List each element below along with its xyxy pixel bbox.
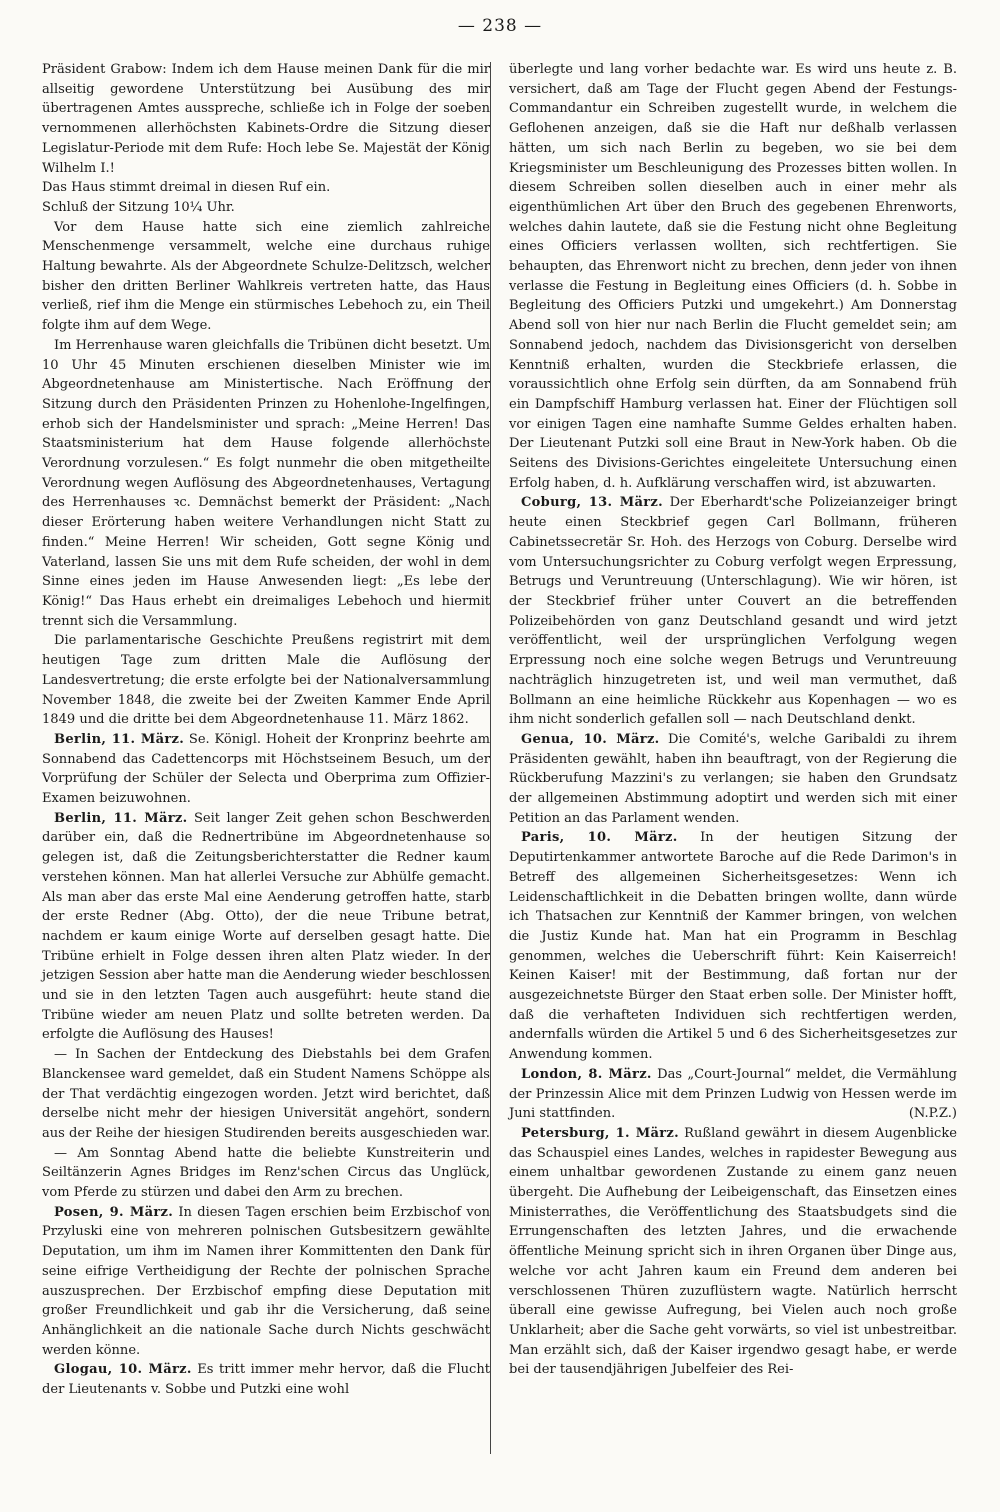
dateline: Paris, 10. März.: [521, 830, 678, 846]
news-item: [509, 493, 957, 729]
item-text: Der Eberhardt'sche Polizeianzeiger bringt heute einen Steckbrief gegen Carl Bollmann, früheren Cabinetssecretär Sr. Hoh. des Herzogs von Coburg. Derselbe wird vom Untersuchungsrichter zu Coburg verfolgt wegen Erpressung, Betrugs und Veruntreuung (Unterschlagung). Wie wir hören, ist der Steckbrief früher unter Couvert an die betreffenden Polizeibehörden von ganz Deutschland gesandt und wird jetzt veröffentlicht, weil der ursprünglichen Verfolgung wegen Erpressung noch eine solche wegen Betrugs und Veruntreuung nachträglich hinzugetreten ist, und weil man vermuthet, daß Bollmann an eine heimliche Rückkehr aus Kopenhagen — wo es ihm nicht sonderlich gefallen soll — nach Deutschland denkt.: [509, 495, 957, 728]
news-item: [42, 1203, 490, 1361]
news-item: [42, 1360, 490, 1399]
dateline: Berlin, 11. März.: [54, 731, 185, 747]
news-item: [509, 1065, 957, 1124]
item-text: In diesen Tagen erschien beim Erzbischof von Przyluski eine von mehreren polnischen Gutsbesitzern gewählte Deputation, um ihm im Namen ihrer Kommittenten den Dank für seine eifrige Vertheidigung der Rechte der polnischen Sprache auszusprechen. Der Erzbischof empfing diese Deputation mit großer Freundlichkeit und gab ihr die Versicherung, daß seine Anhänglichkeit an die nationale Sache durch Nichts geschwächt werden könne.: [42, 1204, 490, 1358]
news-item: [509, 730, 957, 829]
dateline: Glogau, 10. März.: [54, 1362, 192, 1378]
paragraph: überlegte und lang vorher bedachte war. Es wird uns heute z. B. versichert, daß am Tage der Flucht gegen Abend der Festungs-Commandantur ein Schreiben zugestellt wurde, in welchem die Geflohenen anzeigen, daß sie die Haft nur deßhalb verlassen hätten, um sich nach Berlin zu begeben, wo sie bei dem Kriegsminister um Beschleunigung des Prozesses bitten wollen. In diesem Schreiben sollen dieselben auch in einer mehr als eigenthümlichen Art über den Bruch des gegebenen Ehrenworts, welches dahin lautete, daß sie die Festung nicht ohne Begleitung eines Officiers verlassen wollten, sich rechtfertigen. Sie behaupten, das Ehrenwort nicht zu brechen, denn jeder von ihnen verlasse die Festung in Begleitung eines Officiers (d. h. Sobbe in Begleitung des Officiers Putzki und umgekehrt.) Am Donnerstag Abend soll von hier nur nach Berlin die Flucht gemeldet sein; am Sonnabend jedoch, nachdem das Divisionsgericht von derselben Kenntniß erhalten, wurden die Steckbriefe erlassen, die voraussichtlich ohne Erfolg sein dürften, da am Sonnabend früh ein Dampfschiff Hamburg verlassen hat. Einer der Flüchtigen soll vor einigen Tagen eine namhafte Summe Geldes erhalten haben. Der Lieutenant Putzki soll eine Braut in New-York haben. Ob die Seitens des Divisions-Gerichtes eingeleitete Untersuchung einen Erfolg haben, d. h. Aufklärung verschaffen wird, ist abzuwarten.: [509, 62, 957, 491]
paragraph: Im Herrenhause waren gleichfalls die Tribünen dicht besetzt. Um 10 Uhr 45 Minuten erschienen dieselben Minister wie im Abgeordnetenhause am Ministertische. Nach Eröffnung der Sitzung durch den Präsidenten Prinzen zu Hohenlohe-Ingelfingen, erhob sich der Handelsminister und sprach: „Meine Herren! Das Staatsministerium hat dem Hause folgende allerhöchste Verordnung vorzulesen.“ Es folgt nunmehr die oben mitgetheilte Verordnung wegen Auflösung des Abgeordnetenhauses, Vertagung des Herrenhauses ꝛc. Demnächst bemerkt der Präsident: „Nach dieser Erörterung haben weitere Verhandlungen nicht Statt zu finden.“ Meine Herren! Wir scheiden, Gott segne König und Vaterland, lassen Sie uns mit dem Rufe scheiden, der wohl in dem Sinne eines jeden im Hause Anwesenden liegt: „Es lebe der König!“ Das Haus erhebt ein dreimaliges Lebehoch und hiermit trennt sich die Versammlung.: [42, 337, 490, 629]
dateline: Berlin, 11. März.: [54, 810, 188, 826]
source-attribution: (N.P.Z.): [908, 1106, 957, 1122]
paragraph: — Am Sonntag Abend hatte die beliebte Kunstreiterin und Seiltänzerin Agnes Bridges im Renz'schen Circus das Unglück, vom Pferde zu stürzen und dabei den Arm zu brechen.: [42, 1145, 490, 1201]
column-divider: [490, 62, 491, 1454]
item-text: Rußland gewährt in diesem Augenblicke das Schauspiel eines Landes, welches in rapidester Bewegung aus einem unhaltbar gewordenen Zustande zu einem ganz neuen übergeht. Die Aufhebung der Leibeigenschaft, das Einsetzen eines Ministerrathes, die Veröffentlichung des Staatsbudgets sind die Errungenschaften des letzten Jahres, und die erwachende öffentliche Meinung spricht sich in ihren Organen über Dinge aus, welche vor acht Jahren kaum ein Freund dem anderen bei verschlossenen Thüren zuzuflüstern wagte. Natürlich herrscht überall eine gewisse Aufregung, bei Vielen auch noch große Unklarheit; aber die Sache geht vorwärts, so viel ist unbestreitbar. Man erzählt sich, daß der Kaiser irgendwo gesagt habe, er werde bei der tausendjährigen Jubelfeier des Rei-: [509, 1125, 957, 1378]
paragraph: Das Haus stimmt dreimal in diesen Ruf ein.: [42, 180, 331, 196]
news-item: [42, 809, 490, 1045]
news-item: [509, 828, 957, 1064]
dateline: Posen, 9. März.: [54, 1204, 174, 1220]
paragraph: — In Sachen der Entdeckung des Diebstahls bei dem Grafen Blanckensee ward gemeldet, daß ein Student Namens Schöppe als der That verdächtig eingezogen worden. Jetzt wird berichtet, daß derselbe nicht mehr der hiesigen Universität angehört, sondern aus der Reihe der hiesigen Studirenden bereits ausgeschieden war.: [42, 1047, 490, 1141]
paragraph: Schluß der Sitzung 10¼ Uhr.: [42, 199, 235, 215]
item-text: Se. Königl. Hoheit der Kronprinz beehrte am Sonnabend das Cadettencorps mit Höchstseinem Besuch, um der Vorprüfung der Schüler der Selecta und Oberprima zum Offizier-Examen beizuwohnen.: [42, 731, 490, 807]
dateline: Petersburg, 1. März.: [521, 1125, 679, 1141]
paragraph: Präsident Grabow: Indem ich dem Hause meinen Dank für die mir allseitig gewordene Unterstützung bei Ausübung des mir übertragenen Amtes ausspreche, schließe ich in Folge der soeben vernommenen allerhöchsten Kabinets-Ordre die Sitzung dieser Legislatur-Periode mit dem Rufe: Hoch lebe Se. Majestät der König Wilhelm I.!: [42, 62, 490, 176]
news-item: [509, 1124, 957, 1380]
item-text: Es tritt immer mehr hervor, daß die Flucht der Lieutenants v. Sobbe und Putzki eine wohl: [42, 1362, 490, 1398]
dateline: Genua, 10. März.: [521, 731, 660, 747]
item-text: Seit langer Zeit gehen schon Beschwerden darüber ein, daß die Rednertribüne im Abgeordnetenhause so gelegen ist, daß die Zeitungsberichterstatter die Redner kaum verstehen können. Man hat allerlei Versuche zur Abhülfe gemacht. Als man aber das erste Mal eine Aenderung getroffen hatte, starb der erste Redner (Abg. Otto), der die neue Tribune betrat, nachdem er kaum einige Worte auf derselben gesagt hatte. Die Tribüne erhielt in Folge dessen ihren alten Platz wieder. In der jetzigen Session aber hatte man die Aenderung wieder beschlossen und sie in den letzten Tagen auch ausgeführt: heute stand die Tribüne wieder am neuen Platz und sollte betreten werden. Da erfolgte die Auflösung des Hauses!: [42, 810, 490, 1043]
right-column: [509, 60, 957, 1380]
item-text: Das „Court-Journal“ meldet, die Vermählung der Prinzessin Alice mit dem Prinzen Ludwig von Hessen werde im Juni stattfinden.: [509, 1066, 957, 1122]
dateline: London, 8. März.: [521, 1066, 652, 1082]
left-column: [42, 60, 490, 1400]
dateline: Coburg, 13. März.: [521, 495, 663, 511]
paragraph: Vor dem Hause hatte sich eine ziemlich zahlreiche Menschenmenge versammelt, welche eine durchaus ruhige Haltung bewahrte. Als der Abgeordnete Schulze-Delitzsch, welcher bisher den dritten Berliner Wahlkreis vertreten hatte, das Haus verließ, rief ihm die Menge ein stürmisches Lebehoch zu, ein Theil folgte ihm auf dem Wege.: [42, 219, 490, 334]
paragraph: Die parlamentarische Geschichte Preußens registrirt mit dem heutigen Tage zum dritten Male die Auflösung der Landesvertretung; die erste erfolgte bei der Nationalversammlung November 1848, die zweite bei der Zweiten Kammer Ende April 1849 und die dritte bei dem Abgeordnetenhause 11. März 1862.: [42, 633, 490, 728]
page-number: — 238 —: [457, 16, 543, 36]
item-text: In der heutigen Sitzung der Deputirtenkammer antwortete Baroche auf die Rede Darimon's in Betreff des allgemeinen Sicherheitsgesetzes: Wenn ich Leidenschaftlichkeit in die Debatten bringen wollte, dann würde ich Thatsachen zur Kenntniß der Kammer bringen, von welchen die Justiz Kunde hat. Man hat ein Programm in Beschlag genommen, welches die Ueberschrift führt: Kein Kaiserreich! Keinen Kaiser! mit der Bestimmung, daß fortan nur der ausgezeichnetste Bürger den Staat erben solle. Der Minister hofft, daß die verhafteten Individuen sich rechtfertigen werden, andernfalls würden die Artikel 5 und 6 des Sicherheitsgesetzes zur Anwendung kommen.: [509, 830, 957, 1063]
item-text: Die Comité's, welche Garibaldi zu ihrem Präsidenten gewählt, haben ihn beauftragt, von der Regierung die Rückberufung Mazzini's zu verlangen; sie haben den Grundsatz der allgemeinen Abstimmung adoptirt und werden sich mit einer Petition an das Parlament wenden.: [509, 731, 957, 826]
news-item: [42, 730, 490, 809]
